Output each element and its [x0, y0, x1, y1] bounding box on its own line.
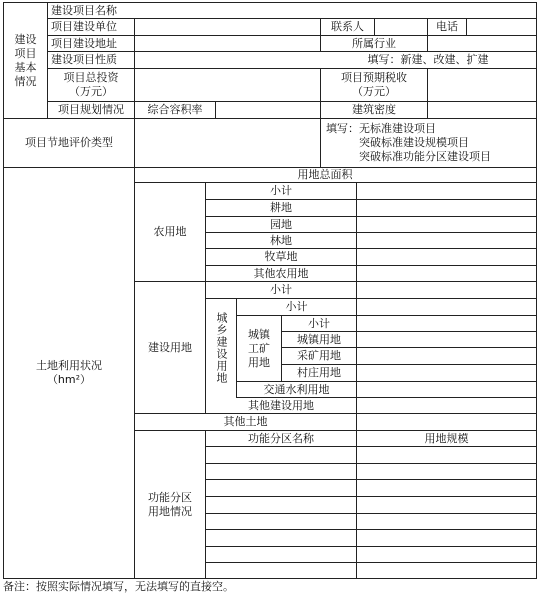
func-name-header: 功能分区名称: [248, 431, 314, 445]
construction-subtotal-label: 小计: [270, 283, 292, 296]
agri-subtotal-label: 小计: [270, 184, 292, 197]
nature-fill-hint: 填写：新建、改建、扩建: [367, 53, 489, 66]
project-name-label: 建设项目名称: [51, 3, 117, 17]
functional-zone-label: 功能分区 用地情况: [148, 490, 192, 518]
investment-label: 项目总投资 （万元）: [63, 71, 119, 98]
density-label: 建筑密度: [352, 103, 396, 116]
far-label: 综合容积率: [147, 103, 203, 116]
mining-land-label: 采矿用地: [297, 349, 341, 362]
nature-label: 建设项目性质: [51, 53, 117, 66]
eval-type-options: 填写：无标准建设项目 突破标准建设规模项目 突破标准功能分区建设项目: [326, 122, 491, 163]
other-agri-label: 其他农用地: [253, 266, 309, 280]
town-land-label: 城镇用地: [297, 332, 341, 346]
tax-label: 项目预期税收 （万元）: [341, 71, 407, 98]
garden-label: 园地: [270, 217, 292, 231]
urban-rural-label: 城乡建设用地: [215, 312, 228, 384]
builder-label: 项目建设单位: [51, 20, 117, 33]
village-land-label: 村庄用地: [297, 366, 341, 379]
contact-label: 联系人: [331, 20, 364, 33]
eval-type-label: 项目节地评价类型: [25, 136, 113, 149]
town-mine-subtotal-label: 小计: [308, 316, 330, 330]
grass-label: 牧草地: [264, 250, 298, 263]
land-use-label: 土地利用状况 （hm²）: [36, 359, 102, 386]
other-land-label: 其他土地: [223, 415, 268, 428]
urban-rural-subtotal-label: 小计: [285, 300, 308, 313]
construction-land-label: 建设用地: [148, 340, 192, 354]
agri-land-label: 农用地: [153, 225, 187, 238]
industry-label: 所属行业: [352, 36, 396, 50]
func-scale-header: 用地规模: [424, 431, 469, 445]
address-label: 项目建设地址: [51, 36, 117, 50]
transport-land-label: 交通水利用地: [263, 382, 330, 396]
cultivated-label: 耕地: [270, 201, 292, 214]
footnote: 备注：按照实际情况填写，无法填写的直接空。: [3, 580, 234, 593]
basic-info-label: 建设 项目 基本 情况: [14, 32, 37, 88]
town-mine-label: 城镇 工矿 用地: [248, 327, 270, 369]
other-construction-label: 其他建设用地: [248, 398, 314, 412]
forest-label: 林地: [270, 233, 292, 247]
planning-label: 项目规划情况: [58, 103, 124, 116]
phone-label: 电话: [436, 20, 458, 33]
total-area-label: 用地总面积: [297, 168, 353, 181]
